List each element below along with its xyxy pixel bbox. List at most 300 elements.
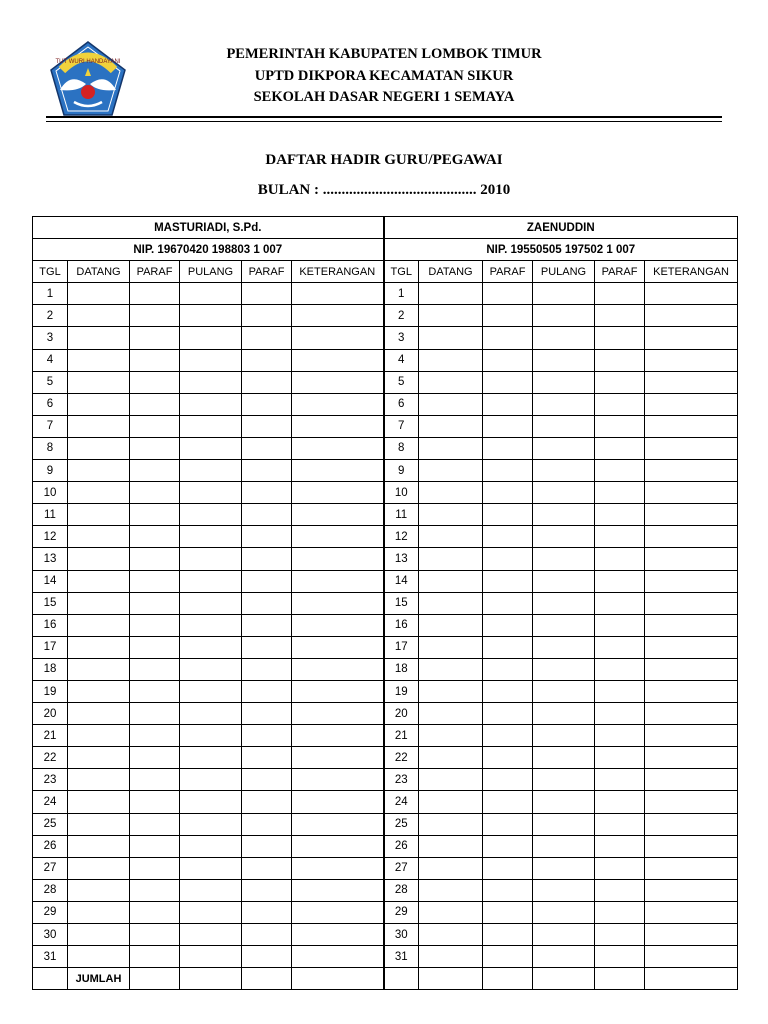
pulang-cell[interactable] (180, 813, 242, 835)
paraf-cell[interactable] (595, 349, 645, 371)
keterangan-cell[interactable] (645, 283, 738, 305)
paraf-cell[interactable] (595, 901, 645, 923)
paraf-cell[interactable] (242, 614, 292, 636)
datang-cell[interactable] (68, 349, 130, 371)
keterangan-cell[interactable] (645, 747, 738, 769)
paraf-cell[interactable] (483, 482, 533, 504)
paraf-cell[interactable] (483, 901, 533, 923)
total-cell[interactable] (645, 968, 738, 990)
paraf-cell[interactable] (595, 460, 645, 482)
pulang-cell[interactable] (533, 791, 595, 813)
pulang-cell[interactable] (533, 680, 595, 702)
pulang-cell[interactable] (180, 857, 242, 879)
datang-cell[interactable] (419, 482, 483, 504)
paraf-cell[interactable] (130, 526, 180, 548)
paraf-cell[interactable] (130, 614, 180, 636)
keterangan-cell[interactable] (292, 283, 384, 305)
pulang-cell[interactable] (533, 349, 595, 371)
total-cell[interactable] (242, 968, 292, 990)
paraf-cell[interactable] (130, 349, 180, 371)
paraf-cell[interactable] (130, 570, 180, 592)
pulang-cell[interactable] (533, 879, 595, 901)
paraf-cell[interactable] (595, 570, 645, 592)
datang-cell[interactable] (68, 460, 130, 482)
paraf-cell[interactable] (130, 813, 180, 835)
pulang-cell[interactable] (180, 924, 242, 946)
paraf-cell[interactable] (242, 680, 292, 702)
keterangan-cell[interactable] (292, 526, 384, 548)
paraf-cell[interactable] (595, 879, 645, 901)
paraf-cell[interactable] (242, 879, 292, 901)
paraf-cell[interactable] (483, 791, 533, 813)
paraf-cell[interactable] (242, 393, 292, 415)
datang-cell[interactable] (419, 680, 483, 702)
paraf-cell[interactable] (483, 283, 533, 305)
keterangan-cell[interactable] (645, 548, 738, 570)
paraf-cell[interactable] (483, 879, 533, 901)
datang-cell[interactable] (419, 901, 483, 923)
datang-cell[interactable] (68, 437, 130, 459)
paraf-cell[interactable] (130, 703, 180, 725)
keterangan-cell[interactable] (292, 415, 384, 437)
pulang-cell[interactable] (533, 636, 595, 658)
paraf-cell[interactable] (242, 725, 292, 747)
datang-cell[interactable] (419, 327, 483, 349)
datang-cell[interactable] (68, 570, 130, 592)
pulang-cell[interactable] (533, 614, 595, 636)
pulang-cell[interactable] (533, 305, 595, 327)
pulang-cell[interactable] (533, 703, 595, 725)
keterangan-cell[interactable] (292, 857, 384, 879)
paraf-cell[interactable] (242, 305, 292, 327)
datang-cell[interactable] (419, 857, 483, 879)
keterangan-cell[interactable] (292, 570, 384, 592)
paraf-cell[interactable] (483, 548, 533, 570)
paraf-cell[interactable] (242, 901, 292, 923)
keterangan-cell[interactable] (645, 614, 738, 636)
paraf-cell[interactable] (483, 924, 533, 946)
keterangan-cell[interactable] (645, 680, 738, 702)
keterangan-cell[interactable] (645, 658, 738, 680)
pulang-cell[interactable] (533, 415, 595, 437)
total-cell[interactable] (595, 968, 645, 990)
paraf-cell[interactable] (130, 946, 180, 968)
paraf-cell[interactable] (242, 349, 292, 371)
pulang-cell[interactable] (533, 835, 595, 857)
keterangan-cell[interactable] (292, 305, 384, 327)
paraf-cell[interactable] (595, 680, 645, 702)
datang-cell[interactable] (68, 415, 130, 437)
paraf-cell[interactable] (242, 437, 292, 459)
paraf-cell[interactable] (483, 835, 533, 857)
datang-cell[interactable] (419, 570, 483, 592)
paraf-cell[interactable] (595, 371, 645, 393)
pulang-cell[interactable] (180, 548, 242, 570)
paraf-cell[interactable] (595, 835, 645, 857)
datang-cell[interactable] (68, 504, 130, 526)
paraf-cell[interactable] (242, 791, 292, 813)
pulang-cell[interactable] (180, 946, 242, 968)
pulang-cell[interactable] (533, 924, 595, 946)
pulang-cell[interactable] (533, 327, 595, 349)
datang-cell[interactable] (419, 614, 483, 636)
paraf-cell[interactable] (595, 769, 645, 791)
paraf-cell[interactable] (483, 703, 533, 725)
keterangan-cell[interactable] (645, 592, 738, 614)
pulang-cell[interactable] (533, 747, 595, 769)
keterangan-cell[interactable] (292, 901, 384, 923)
datang-cell[interactable] (419, 526, 483, 548)
pulang-cell[interactable] (180, 703, 242, 725)
paraf-cell[interactable] (595, 636, 645, 658)
pulang-cell[interactable] (180, 327, 242, 349)
datang-cell[interactable] (68, 305, 130, 327)
pulang-cell[interactable] (533, 548, 595, 570)
paraf-cell[interactable] (595, 658, 645, 680)
pulang-cell[interactable] (180, 283, 242, 305)
paraf-cell[interactable] (242, 835, 292, 857)
paraf-cell[interactable] (483, 305, 533, 327)
pulang-cell[interactable] (180, 570, 242, 592)
paraf-cell[interactable] (595, 415, 645, 437)
datang-cell[interactable] (419, 548, 483, 570)
pulang-cell[interactable] (533, 526, 595, 548)
pulang-cell[interactable] (180, 791, 242, 813)
keterangan-cell[interactable] (645, 349, 738, 371)
datang-cell[interactable] (68, 924, 130, 946)
datang-cell[interactable] (68, 725, 130, 747)
pulang-cell[interactable] (533, 570, 595, 592)
paraf-cell[interactable] (595, 526, 645, 548)
paraf-cell[interactable] (242, 813, 292, 835)
pulang-cell[interactable] (180, 879, 242, 901)
paraf-cell[interactable] (242, 924, 292, 946)
paraf-cell[interactable] (242, 460, 292, 482)
keterangan-cell[interactable] (292, 349, 384, 371)
keterangan-cell[interactable] (292, 924, 384, 946)
pulang-cell[interactable] (533, 482, 595, 504)
datang-cell[interactable] (419, 460, 483, 482)
datang-cell[interactable] (68, 482, 130, 504)
paraf-cell[interactable] (242, 570, 292, 592)
paraf-cell[interactable] (483, 393, 533, 415)
paraf-cell[interactable] (130, 371, 180, 393)
datang-cell[interactable] (68, 857, 130, 879)
keterangan-cell[interactable] (645, 371, 738, 393)
pulang-cell[interactable] (533, 725, 595, 747)
keterangan-cell[interactable] (292, 703, 384, 725)
keterangan-cell[interactable] (645, 813, 738, 835)
paraf-cell[interactable] (483, 415, 533, 437)
datang-cell[interactable] (68, 813, 130, 835)
paraf-cell[interactable] (130, 924, 180, 946)
paraf-cell[interactable] (130, 305, 180, 327)
paraf-cell[interactable] (242, 592, 292, 614)
keterangan-cell[interactable] (645, 769, 738, 791)
paraf-cell[interactable] (595, 504, 645, 526)
keterangan-cell[interactable] (292, 879, 384, 901)
paraf-cell[interactable] (595, 946, 645, 968)
keterangan-cell[interactable] (292, 658, 384, 680)
pulang-cell[interactable] (533, 283, 595, 305)
datang-cell[interactable] (68, 614, 130, 636)
pulang-cell[interactable] (180, 393, 242, 415)
keterangan-cell[interactable] (292, 371, 384, 393)
keterangan-cell[interactable] (645, 636, 738, 658)
paraf-cell[interactable] (595, 305, 645, 327)
keterangan-cell[interactable] (645, 504, 738, 526)
pulang-cell[interactable] (180, 482, 242, 504)
datang-cell[interactable] (68, 680, 130, 702)
paraf-cell[interactable] (130, 747, 180, 769)
total-cell[interactable] (419, 968, 483, 990)
keterangan-cell[interactable] (292, 614, 384, 636)
paraf-cell[interactable] (595, 813, 645, 835)
total-cell[interactable] (180, 968, 242, 990)
pulang-cell[interactable] (533, 813, 595, 835)
pulang-cell[interactable] (180, 349, 242, 371)
keterangan-cell[interactable] (292, 769, 384, 791)
paraf-cell[interactable] (483, 526, 533, 548)
paraf-cell[interactable] (483, 680, 533, 702)
pulang-cell[interactable] (180, 901, 242, 923)
datang-cell[interactable] (68, 946, 130, 968)
paraf-cell[interactable] (483, 349, 533, 371)
pulang-cell[interactable] (180, 592, 242, 614)
paraf-cell[interactable] (130, 437, 180, 459)
paraf-cell[interactable] (130, 548, 180, 570)
datang-cell[interactable] (419, 504, 483, 526)
keterangan-cell[interactable] (292, 946, 384, 968)
paraf-cell[interactable] (242, 504, 292, 526)
paraf-cell[interactable] (130, 680, 180, 702)
keterangan-cell[interactable] (292, 791, 384, 813)
keterangan-cell[interactable] (645, 879, 738, 901)
datang-cell[interactable] (419, 437, 483, 459)
paraf-cell[interactable] (483, 570, 533, 592)
datang-cell[interactable] (68, 548, 130, 570)
keterangan-cell[interactable] (292, 725, 384, 747)
pulang-cell[interactable] (533, 857, 595, 879)
pulang-cell[interactable] (180, 415, 242, 437)
datang-cell[interactable] (68, 283, 130, 305)
paraf-cell[interactable] (595, 725, 645, 747)
pulang-cell[interactable] (533, 946, 595, 968)
paraf-cell[interactable] (242, 703, 292, 725)
paraf-cell[interactable] (483, 857, 533, 879)
paraf-cell[interactable] (483, 437, 533, 459)
datang-cell[interactable] (68, 636, 130, 658)
datang-cell[interactable] (68, 592, 130, 614)
keterangan-cell[interactable] (292, 460, 384, 482)
keterangan-cell[interactable] (292, 482, 384, 504)
keterangan-cell[interactable] (292, 592, 384, 614)
paraf-cell[interactable] (242, 769, 292, 791)
paraf-cell[interactable] (595, 437, 645, 459)
paraf-cell[interactable] (595, 327, 645, 349)
datang-cell[interactable] (419, 703, 483, 725)
datang-cell[interactable] (419, 747, 483, 769)
datang-cell[interactable] (419, 725, 483, 747)
pulang-cell[interactable] (180, 614, 242, 636)
paraf-cell[interactable] (595, 791, 645, 813)
pulang-cell[interactable] (533, 393, 595, 415)
paraf-cell[interactable] (130, 504, 180, 526)
pulang-cell[interactable] (180, 725, 242, 747)
keterangan-cell[interactable] (292, 636, 384, 658)
paraf-cell[interactable] (130, 482, 180, 504)
paraf-cell[interactable] (130, 901, 180, 923)
paraf-cell[interactable] (130, 658, 180, 680)
datang-cell[interactable] (68, 393, 130, 415)
datang-cell[interactable] (68, 703, 130, 725)
keterangan-cell[interactable] (645, 305, 738, 327)
pulang-cell[interactable] (180, 769, 242, 791)
total-cell[interactable] (292, 968, 384, 990)
total-cell[interactable] (483, 968, 533, 990)
datang-cell[interactable] (68, 747, 130, 769)
keterangan-cell[interactable] (645, 460, 738, 482)
paraf-cell[interactable] (242, 857, 292, 879)
paraf-cell[interactable] (242, 747, 292, 769)
datang-cell[interactable] (68, 371, 130, 393)
paraf-cell[interactable] (130, 460, 180, 482)
datang-cell[interactable] (68, 769, 130, 791)
datang-cell[interactable] (419, 946, 483, 968)
keterangan-cell[interactable] (645, 835, 738, 857)
datang-cell[interactable] (419, 835, 483, 857)
pulang-cell[interactable] (180, 437, 242, 459)
paraf-cell[interactable] (595, 482, 645, 504)
keterangan-cell[interactable] (292, 747, 384, 769)
datang-cell[interactable] (68, 658, 130, 680)
datang-cell[interactable] (419, 415, 483, 437)
datang-cell[interactable] (68, 879, 130, 901)
paraf-cell[interactable] (242, 283, 292, 305)
pulang-cell[interactable] (180, 526, 242, 548)
keterangan-cell[interactable] (645, 901, 738, 923)
paraf-cell[interactable] (130, 636, 180, 658)
keterangan-cell[interactable] (645, 570, 738, 592)
paraf-cell[interactable] (130, 283, 180, 305)
paraf-cell[interactable] (483, 460, 533, 482)
datang-cell[interactable] (419, 879, 483, 901)
paraf-cell[interactable] (130, 857, 180, 879)
paraf-cell[interactable] (242, 658, 292, 680)
datang-cell[interactable] (419, 658, 483, 680)
keterangan-cell[interactable] (645, 703, 738, 725)
keterangan-cell[interactable] (292, 437, 384, 459)
paraf-cell[interactable] (242, 636, 292, 658)
datang-cell[interactable] (419, 371, 483, 393)
keterangan-cell[interactable] (645, 725, 738, 747)
paraf-cell[interactable] (483, 504, 533, 526)
paraf-cell[interactable] (595, 747, 645, 769)
paraf-cell[interactable] (595, 548, 645, 570)
datang-cell[interactable] (68, 901, 130, 923)
datang-cell[interactable] (419, 349, 483, 371)
datang-cell[interactable] (68, 791, 130, 813)
paraf-cell[interactable] (595, 393, 645, 415)
paraf-cell[interactable] (242, 327, 292, 349)
keterangan-cell[interactable] (645, 437, 738, 459)
keterangan-cell[interactable] (292, 393, 384, 415)
paraf-cell[interactable] (483, 614, 533, 636)
keterangan-cell[interactable] (645, 791, 738, 813)
paraf-cell[interactable] (242, 946, 292, 968)
paraf-cell[interactable] (595, 703, 645, 725)
total-cell[interactable] (533, 968, 595, 990)
pulang-cell[interactable] (533, 437, 595, 459)
paraf-cell[interactable] (483, 327, 533, 349)
paraf-cell[interactable] (483, 592, 533, 614)
pulang-cell[interactable] (180, 504, 242, 526)
pulang-cell[interactable] (533, 460, 595, 482)
keterangan-cell[interactable] (645, 393, 738, 415)
keterangan-cell[interactable] (645, 327, 738, 349)
pulang-cell[interactable] (180, 835, 242, 857)
paraf-cell[interactable] (595, 592, 645, 614)
paraf-cell[interactable] (595, 857, 645, 879)
paraf-cell[interactable] (483, 747, 533, 769)
keterangan-cell[interactable] (645, 415, 738, 437)
paraf-cell[interactable] (130, 327, 180, 349)
datang-cell[interactable] (419, 283, 483, 305)
paraf-cell[interactable] (595, 614, 645, 636)
paraf-cell[interactable] (242, 548, 292, 570)
pulang-cell[interactable] (180, 636, 242, 658)
pulang-cell[interactable] (533, 658, 595, 680)
paraf-cell[interactable] (130, 835, 180, 857)
datang-cell[interactable] (419, 769, 483, 791)
paraf-cell[interactable] (483, 769, 533, 791)
paraf-cell[interactable] (130, 725, 180, 747)
datang-cell[interactable] (419, 924, 483, 946)
paraf-cell[interactable] (242, 415, 292, 437)
datang-cell[interactable] (419, 305, 483, 327)
pulang-cell[interactable] (533, 371, 595, 393)
pulang-cell[interactable] (533, 504, 595, 526)
keterangan-cell[interactable] (645, 526, 738, 548)
pulang-cell[interactable] (533, 769, 595, 791)
paraf-cell[interactable] (130, 791, 180, 813)
paraf-cell[interactable] (130, 592, 180, 614)
paraf-cell[interactable] (483, 946, 533, 968)
keterangan-cell[interactable] (645, 946, 738, 968)
paraf-cell[interactable] (595, 283, 645, 305)
paraf-cell[interactable] (242, 371, 292, 393)
datang-cell[interactable] (68, 526, 130, 548)
keterangan-cell[interactable] (645, 924, 738, 946)
datang-cell[interactable] (419, 393, 483, 415)
paraf-cell[interactable] (595, 924, 645, 946)
total-cell[interactable] (130, 968, 180, 990)
keterangan-cell[interactable] (645, 482, 738, 504)
paraf-cell[interactable] (242, 526, 292, 548)
pulang-cell[interactable] (180, 680, 242, 702)
paraf-cell[interactable] (483, 725, 533, 747)
datang-cell[interactable] (68, 327, 130, 349)
datang-cell[interactable] (419, 813, 483, 835)
keterangan-cell[interactable] (292, 813, 384, 835)
pulang-cell[interactable] (533, 901, 595, 923)
pulang-cell[interactable] (180, 305, 242, 327)
keterangan-cell[interactable] (292, 680, 384, 702)
paraf-cell[interactable] (483, 371, 533, 393)
keterangan-cell[interactable] (292, 504, 384, 526)
datang-cell[interactable] (419, 791, 483, 813)
paraf-cell[interactable] (130, 393, 180, 415)
